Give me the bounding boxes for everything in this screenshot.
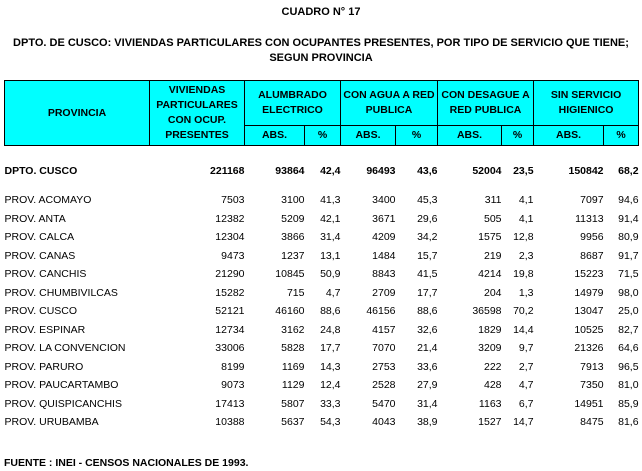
cell-alumbrado-pct: 50,9	[320, 268, 341, 281]
cell-name: PROV. LA CONVENCION	[4, 342, 126, 355]
cell-agua-abs: 8843	[372, 268, 396, 281]
cell-desague-pct: 9,7	[518, 342, 534, 355]
cell-agua-abs: 2709	[372, 286, 396, 299]
cell-agua-abs: 1484	[372, 249, 396, 262]
cell-name: PROV. CUSCO	[4, 305, 78, 318]
cell-agua-abs: 2753	[372, 360, 396, 373]
header-abs: ABS.	[245, 126, 305, 146]
cell-sin-pct: 85,9	[618, 397, 639, 410]
cell-sin-abs: 14979	[574, 286, 604, 299]
table-row	[5, 395, 639, 414]
cell-alumbrado-pct: 14,3	[320, 360, 341, 373]
cell-alumbrado-abs: 1237	[281, 249, 305, 262]
cell-viviendas: 17413	[215, 397, 245, 410]
total-sin-abs: 150842	[568, 165, 604, 177]
cell-desague-abs: 204	[483, 286, 502, 299]
cell-sin-abs: 8687	[580, 249, 604, 262]
cell-viviendas: 10388	[215, 416, 245, 429]
header-provincia: PROVINCIA	[5, 81, 150, 146]
cell-agua-pct: 41,5	[417, 268, 438, 281]
cell-alumbrado-abs: 5807	[281, 397, 305, 410]
cell-sin-abs: 10525	[574, 323, 604, 336]
header-sin-servicio: SIN SERVICIO HIGIENICO	[534, 81, 639, 126]
total-name: DPTO. CUSCO	[4, 165, 78, 177]
cell-alumbrado-abs: 5828	[281, 342, 305, 355]
table-row	[5, 321, 639, 340]
cell-desague-abs: 219	[483, 249, 502, 262]
cell-name: PROV. PARURO	[4, 360, 84, 373]
total-alumbrado-pct: 42,4	[320, 165, 341, 177]
header-pct: %	[604, 126, 639, 146]
cell-sin-pct: 25,0	[618, 305, 639, 318]
data-table	[4, 80, 639, 432]
cell-desague-abs: 428	[483, 379, 502, 392]
cell-alumbrado-abs: 715	[286, 286, 305, 299]
cell-sin-pct: 80,9	[618, 231, 639, 244]
cell-sin-abs: 7350	[580, 379, 604, 392]
cell-desague-pct: 70,2	[513, 305, 534, 318]
cell-viviendas: 52121	[215, 305, 245, 318]
table-row	[5, 302, 639, 321]
cell-agua-pct: 15,7	[417, 249, 438, 262]
total-agua-pct: 43,6	[417, 165, 438, 177]
cell-agua-abs: 4043	[372, 416, 396, 429]
cell-sin-abs: 21326	[574, 342, 604, 355]
cell-desague-abs: 311	[484, 194, 502, 207]
cell-viviendas: 12382	[215, 212, 245, 225]
cell-sin-pct: 91,7	[618, 249, 639, 262]
cell-name: PROV. CANCHIS	[4, 268, 87, 281]
cell-desague-abs: 36598	[472, 305, 502, 318]
cell-alumbrado-pct: 54,3	[320, 416, 341, 429]
cell-sin-abs: 15223	[574, 268, 604, 281]
table-subtitle-line2: SEGUN PROVINCIA	[269, 52, 373, 64]
cell-desague-pct: 4,1	[518, 194, 534, 207]
cell-viviendas: 12304	[215, 231, 245, 244]
cell-sin-pct: 91,4	[618, 212, 639, 225]
cell-viviendas: 12734	[215, 323, 245, 336]
cell-name: PROV. PAUCARTAMBO	[4, 379, 119, 392]
cell-sin-pct: 96,5	[618, 360, 639, 373]
cell-sin-abs: 7097	[580, 194, 604, 207]
cell-name: PROV. ESPINAR	[4, 323, 86, 336]
cell-desague-abs: 505	[483, 212, 502, 225]
cell-agua-abs: 7070	[372, 342, 396, 355]
cell-viviendas: 21290	[215, 268, 245, 281]
cell-alumbrado-abs: 3866	[281, 231, 305, 244]
cell-alumbrado-pct: 12,4	[320, 379, 341, 392]
cell-agua-pct: 27,9	[417, 379, 438, 392]
cell-sin-abs: 14951	[574, 397, 604, 410]
cell-desague-abs: 3209	[478, 342, 502, 355]
cell-sin-pct: 94,6	[618, 194, 639, 207]
header-pct: %	[502, 126, 534, 146]
cell-name: PROV. CHUMBIVILCAS	[4, 286, 118, 299]
cell-viviendas: 7503	[221, 194, 245, 207]
cell-desague-pct: 2,7	[518, 360, 534, 373]
cell-desague-pct: 19,8	[513, 268, 534, 281]
cell-desague-pct: 14,4	[513, 323, 534, 336]
cell-name: PROV. QUISPICANCHIS	[4, 397, 122, 410]
table-row	[5, 284, 639, 303]
cell-desague-abs: 4214	[478, 268, 502, 281]
cell-sin-pct: 82,7	[618, 323, 639, 336]
cell-alumbrado-abs: 3162	[281, 323, 305, 336]
cell-alumbrado-pct: 41,3	[320, 194, 341, 207]
cell-desague-pct: 4,7	[518, 379, 534, 392]
header-pct: %	[305, 126, 341, 146]
cell-sin-pct: 81,0	[618, 379, 639, 392]
cell-desague-abs: 1527	[478, 416, 502, 429]
cell-viviendas: 9073	[221, 379, 245, 392]
total-desague-abs: 52004	[472, 165, 502, 177]
cell-desague-abs: 1163	[478, 397, 502, 410]
cell-alumbrado-pct: 88,6	[320, 305, 341, 318]
cell-agua-abs: 4209	[372, 231, 396, 244]
cell-agua-pct: 32,6	[417, 323, 438, 336]
cell-viviendas: 9473	[221, 249, 245, 262]
cell-alumbrado-abs: 1129	[281, 379, 305, 392]
cell-desague-pct: 14,7	[513, 416, 534, 429]
table-row	[5, 247, 639, 266]
cell-agua-pct: 38,9	[417, 416, 438, 429]
cell-name: PROV. URUBAMBA	[4, 416, 99, 429]
cell-alumbrado-pct: 24,8	[320, 323, 341, 336]
cell-agua-pct: 21,4	[417, 342, 438, 355]
cell-agua-pct: 29,6	[417, 212, 438, 225]
table-row	[5, 210, 639, 229]
cell-agua-pct: 45,3	[417, 194, 438, 207]
header-abs: ABS.	[534, 126, 604, 146]
cell-sin-pct: 71,5	[618, 268, 639, 281]
cell-sin-abs: 8475	[580, 416, 604, 429]
cell-sin-abs: 7913	[580, 360, 604, 373]
cell-agua-abs: 5470	[372, 397, 396, 410]
cell-agua-pct: 88,6	[417, 305, 438, 318]
source-footer: FUENTE : INEI - CENSOS NACIONALES DE 1993.	[4, 457, 249, 469]
cell-sin-abs: 11313	[575, 212, 604, 225]
cell-desague-abs: 222	[483, 360, 502, 373]
cell-alumbrado-abs: 5637	[281, 416, 305, 429]
cell-desague-abs: 1829	[478, 323, 502, 336]
total-agua-abs: 96493	[366, 165, 396, 177]
table-row	[5, 376, 639, 395]
cell-alumbrado-pct: 17,7	[320, 342, 341, 355]
cell-alumbrado-pct: 31,4	[320, 231, 341, 244]
cell-viviendas: 33006	[215, 342, 245, 355]
table-subtitle-line1: DPTO. DE CUSCO: VIVIENDAS PARTICULARES CON OCUPANTES PRESENTES, POR TIPO DE SERVICIO QUE TIENE;	[13, 37, 629, 49]
table-row	[5, 339, 639, 358]
cell-sin-abs: 13047	[574, 305, 604, 318]
cell-agua-abs: 3400	[372, 194, 396, 207]
total-row	[5, 160, 639, 182]
cell-alumbrado-pct: 42,1	[320, 212, 341, 225]
cell-name: PROV. CANAS	[4, 249, 76, 262]
cell-alumbrado-abs: 1169	[281, 360, 305, 373]
cell-agua-pct: 17,7	[417, 286, 438, 299]
cell-agua-abs: 4157	[372, 323, 396, 336]
cell-agua-pct: 33,6	[417, 360, 438, 373]
cell-desague-pct: 2,3	[518, 249, 534, 262]
cell-agua-abs: 2528	[372, 379, 396, 392]
cell-name: PROV. ANTA	[4, 212, 66, 225]
table-row	[5, 265, 639, 284]
table-number-title: CUADRO N° 17	[281, 6, 361, 18]
cell-name: PROV. CALCA	[4, 231, 75, 244]
cell-desague-abs: 1575	[478, 231, 502, 244]
cell-agua-abs: 3671	[372, 212, 396, 225]
total-viviendas: 221168	[210, 165, 245, 177]
cell-alumbrado-pct: 33,3	[320, 397, 341, 410]
cell-name: PROV. ACOMAYO	[4, 194, 92, 207]
total-desague-pct: 23,5	[513, 165, 534, 177]
cell-alumbrado-pct: 4,7	[325, 286, 341, 299]
header-alumbrado: ALUMBRADO ELECTRICO	[245, 81, 341, 126]
header-abs: ABS.	[438, 126, 502, 146]
cell-viviendas: 15282	[215, 286, 245, 299]
cell-alumbrado-abs: 10845	[275, 268, 305, 281]
cell-sin-abs: 9956	[580, 231, 604, 244]
header-pct: %	[396, 126, 438, 146]
cell-sin-pct: 98,0	[618, 286, 639, 299]
cell-viviendas: 8199	[221, 360, 245, 373]
cell-sin-pct: 81,6	[618, 416, 639, 429]
cell-sin-pct: 64,6	[618, 342, 639, 355]
cell-agua-pct: 31,4	[417, 397, 438, 410]
table-row	[5, 191, 639, 210]
header-viviendas: VIVIENDAS PARTICULARES CON OCUP. PRESENTES	[150, 81, 245, 146]
cell-alumbrado-pct: 13,1	[320, 249, 341, 262]
header-abs: ABS.	[341, 126, 396, 146]
total-sin-pct: 68,2	[618, 165, 639, 177]
cell-desague-pct: 12,8	[513, 231, 534, 244]
cell-agua-abs: 46156	[366, 305, 396, 318]
header-desague: CON DESAGUE A RED PUBLICA	[438, 81, 534, 126]
header-agua: CON AGUA A RED PUBLICA	[341, 81, 438, 126]
cell-alumbrado-abs: 5209	[281, 212, 305, 225]
table-row	[5, 228, 639, 247]
table-row	[5, 358, 639, 377]
cell-agua-pct: 34,2	[417, 231, 438, 244]
cell-alumbrado-abs: 46160	[275, 305, 305, 318]
cell-desague-pct: 1,3	[518, 286, 534, 299]
total-alumbrado-abs: 93864	[275, 165, 305, 177]
table-row	[5, 413, 639, 432]
cell-desague-pct: 4,1	[518, 212, 534, 225]
cell-alumbrado-abs: 3100	[281, 194, 305, 207]
cell-desague-pct: 6,7	[518, 397, 534, 410]
